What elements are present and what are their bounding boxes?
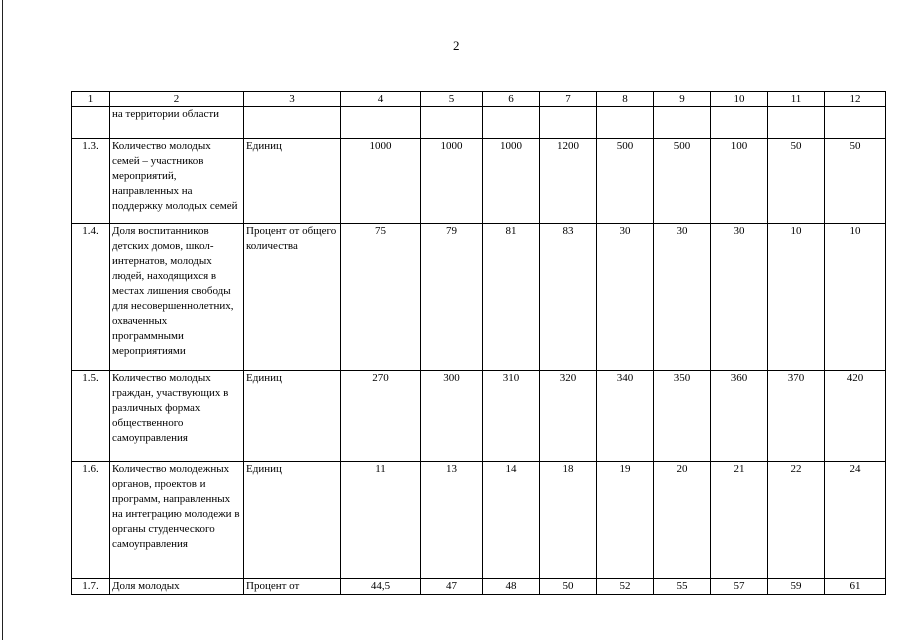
value-cell: 1000 — [483, 139, 540, 224]
indicators-table — [71, 91, 886, 595]
value-cell: 50 — [825, 139, 886, 224]
value-cell: 19 — [597, 462, 654, 579]
column-header: 8 — [597, 92, 654, 107]
value-cell: 500 — [654, 139, 711, 224]
indicator-name-cell: Количество молодых семей – участников мероприятий, направленных на поддержку молодых семей — [110, 139, 244, 224]
value-cell: 10 — [825, 224, 886, 371]
value-cell — [768, 107, 825, 139]
table-body — [72, 107, 886, 595]
value-cell: 50 — [768, 139, 825, 224]
value-cell: 1000 — [421, 139, 483, 224]
value-cell: 10 — [768, 224, 825, 371]
value-cell — [654, 107, 711, 139]
value-cell — [421, 107, 483, 139]
value-cell: 22 — [768, 462, 825, 579]
value-cell: 360 — [711, 371, 768, 462]
unit-cell — [244, 107, 341, 139]
column-header: 9 — [654, 92, 711, 107]
value-cell: 320 — [540, 371, 597, 462]
column-header: 2 — [110, 92, 244, 107]
value-cell: 18 — [540, 462, 597, 579]
column-header: 4 — [341, 92, 421, 107]
value-cell — [597, 107, 654, 139]
column-header: 10 — [711, 92, 768, 107]
indicator-name-cell: Количество молодых граждан, участвующих в различных формах общественного самоуправления — [110, 371, 244, 462]
value-cell: 14 — [483, 462, 540, 579]
indicator-name-cell: Количество молодежных органов, проектов и программ, направленных на интеграцию молодежи в органы студенческого самоуправления — [110, 462, 244, 579]
unit-cell: Единиц — [244, 371, 341, 462]
column-header: 6 — [483, 92, 540, 107]
row-number-cell — [72, 107, 110, 139]
value-cell: 48 — [483, 579, 540, 595]
value-cell: 1200 — [540, 139, 597, 224]
value-cell: 52 — [597, 579, 654, 595]
value-cell: 11 — [341, 462, 421, 579]
value-cell: 350 — [654, 371, 711, 462]
value-cell: 57 — [711, 579, 768, 595]
header-row — [72, 92, 886, 107]
column-header: 11 — [768, 92, 825, 107]
value-cell: 47 — [421, 579, 483, 595]
value-cell: 340 — [597, 371, 654, 462]
value-cell — [483, 107, 540, 139]
value-cell: 59 — [768, 579, 825, 595]
value-cell: 13 — [421, 462, 483, 579]
value-cell: 75 — [341, 224, 421, 371]
value-cell: 61 — [825, 579, 886, 595]
column-header: 7 — [540, 92, 597, 107]
value-cell: 370 — [768, 371, 825, 462]
value-cell: 1000 — [341, 139, 421, 224]
value-cell: 83 — [540, 224, 597, 371]
value-cell: 30 — [597, 224, 654, 371]
value-cell: 310 — [483, 371, 540, 462]
row-number-cell: 1.4. — [72, 224, 110, 371]
value-cell: 420 — [825, 371, 886, 462]
indicator-name-cell: Доля молодых — [110, 579, 244, 595]
unit-cell: Процент от общего количества — [244, 224, 341, 371]
page-edge-line — [2, 0, 3, 640]
value-cell — [540, 107, 597, 139]
value-cell: 270 — [341, 371, 421, 462]
value-cell: 300 — [421, 371, 483, 462]
table-row — [72, 462, 886, 579]
value-cell: 81 — [483, 224, 540, 371]
row-number-cell: 1.7. — [72, 579, 110, 595]
table-row — [72, 579, 886, 595]
row-number-cell: 1.6. — [72, 462, 110, 579]
row-number-cell: 1.3. — [72, 139, 110, 224]
value-cell: 44,5 — [341, 579, 421, 595]
table-row — [72, 371, 886, 462]
value-cell — [711, 107, 768, 139]
unit-cell: Единиц — [244, 139, 341, 224]
table-header — [72, 92, 886, 107]
unit-cell: Процент от — [244, 579, 341, 595]
value-cell: 55 — [654, 579, 711, 595]
column-header: 12 — [825, 92, 886, 107]
indicator-name-cell: Доля воспитанников детских домов, школ-интернатов, молодых людей, находящихся в местах лишения свободы для несовершеннолетних, охваченных программными мероприятиями — [110, 224, 244, 371]
value-cell: 50 — [540, 579, 597, 595]
unit-cell: Единиц — [244, 462, 341, 579]
column-header: 3 — [244, 92, 341, 107]
table-row — [72, 107, 886, 139]
value-cell: 30 — [654, 224, 711, 371]
value-cell: 500 — [597, 139, 654, 224]
value-cell: 79 — [421, 224, 483, 371]
value-cell — [341, 107, 421, 139]
value-cell: 100 — [711, 139, 768, 224]
indicator-name-cell: на территории области — [110, 107, 244, 139]
column-header: 5 — [421, 92, 483, 107]
table-row — [72, 139, 886, 224]
row-number-cell: 1.5. — [72, 371, 110, 462]
column-header: 1 — [72, 92, 110, 107]
value-cell: 30 — [711, 224, 768, 371]
value-cell: 20 — [654, 462, 711, 579]
value-cell: 21 — [711, 462, 768, 579]
value-cell — [825, 107, 886, 139]
page-number: 2 — [453, 38, 460, 53]
value-cell: 24 — [825, 462, 886, 579]
table-row — [72, 224, 886, 371]
